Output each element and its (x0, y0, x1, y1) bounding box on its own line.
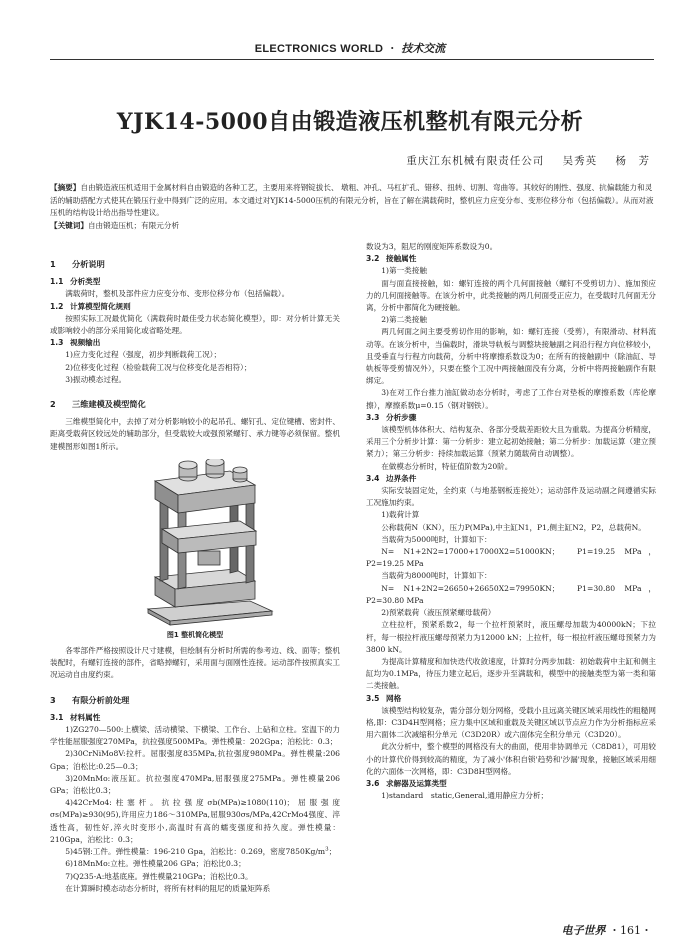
paragraph: 1)载荷计算 (381, 510, 420, 520)
paragraph: 1)standard static,General,通用静应力分析； (381, 791, 549, 801)
paragraph: 2)预紧载荷（液压预紧螺母载荷） (381, 608, 496, 618)
formula: N= N1+2N2=26650+26650X2=79950KN； P1=30.80 MPa，P2=30.80 MPa (366, 583, 656, 605)
paragraph: 2)第二类接触 (381, 315, 427, 325)
subsection-heading: 3.5 网格 (366, 693, 402, 703)
keywords-label: 【关键词】 (50, 220, 88, 230)
subsection-heading: 3.6 求解器及运算类型 (366, 778, 447, 788)
paragraph: 在计算瞬时模态动态分析时，将所有材料的阻尼的质量矩阵系 (65, 883, 271, 893)
abstract-text: 自由锻造液压机适用于金属材料自由锻造的各种工艺，主要用来将钢锭拔长、 墩粗、冲孔、马杠扩孔、错移、扭转、切割、弯曲等。其较好的刚性、强度、抗偏载能力和灵活的辅助搭配方式使其在锻压行业中得到广泛的应用。本文通过对YJK14-5000压机的有限元分析，旨在了解在满载荷时，整机应力应变分布、变形位移分布（包括偏载）。从而对液压机的结构设计给出指导性建议。 (50, 183, 654, 218)
paragraph: 在做模态分析时，特征值阶数为20阶。 (381, 461, 513, 471)
abstract (50, 182, 654, 232)
page-number: ・161・ (609, 924, 652, 937)
subsection-heading: 1.1 分析类型 (50, 277, 101, 287)
paragraph: 2)30CrNiMo8V:拉杆。屈服强度835MPa,抗拉强度980MPa。弹性模量:206 Gpa；泊松比:0.25—0.3； (50, 749, 340, 771)
paragraph: 3)振动模态过程。 (65, 374, 127, 384)
figure-press-model (50, 459, 340, 627)
subsection-heading: 1.3 视频输出 (50, 338, 101, 348)
paragraph: 实际安装固定处，全约束（与地基钢板连接处）；运动部件及运动副之间遵循实际工况施加约束。 (366, 486, 656, 508)
paragraph: 该模型机体体积大、结构复杂、各部分受载差距较大且为重载。为提高分析精度，采用三个分析步计算：第一分析步：建立起初始接触；第二分析步：加载运算（建立预紧力）；第三分析步：持续加载运算（预紧力随载荷自动调整）。 (366, 425, 656, 459)
paper-title: YJK14-5000自由锻造液压机整机有限元分析 (116, 109, 584, 135)
paragraph: 6)18MnMo:立柱。弹性模量206 GPa；泊松比0.3； (65, 859, 246, 869)
header-dot: ・ (386, 42, 398, 55)
paragraph: 2)位移变化过程（检验载荷工况与位移变化是否相符）； (65, 362, 252, 372)
section-heading: 2 三维建模及模型简化 (50, 399, 146, 410)
paragraph: 3)20MnMo:液压缸。抗拉强度470MPa,屈服强度275MPa。弹性模量206 GPa；泊松比0.3； (50, 773, 340, 796)
subsection-heading: 3.3 分析步骤 (366, 412, 417, 422)
page-footer (562, 922, 653, 938)
author-1: 吴秀英 (562, 155, 598, 167)
paragraph: 此次分析中，整个模型的网格没有大的曲面，使用非协调单元（C8D81），可用较小的计算代价得到较高的精度，为了减小'体积自锁'趋势和'沙漏'现象，接触区域采用细化的六面体一次网格，即：C3D8H型网格。 (366, 742, 656, 776)
paragraph: 按照实际工况最优简化（满载荷时最佳受力状态简化模型），即：对分析计算无关或影响较小的部分采用简化或省略处理。 (50, 313, 340, 336)
paragraph: 1)应力变化过程（强度，初步判断载荷工况）； (65, 350, 222, 360)
paragraph: 两几何面之间主要受剪切作用的影响，如：螺钉连接（受剪），有限滑动、材料流动等。在该分析中，当偏载时，滑块导轨板与调整块接触副之间沿行程方向位移较小，且受垂直与行程方向载荷，分析中将摩擦系数设为0；在所有的接触副中（除油缸、导轨板等受剪情况外），只要在整个工况中两接触面没有分离，分析中将两接触副作有限绑定。 (366, 327, 656, 386)
abstract-label: 【摘要】 (50, 183, 81, 192)
paragraph: 7)Q235-A:地基底座。弹性模量210GPa；泊松比0.3。 (65, 871, 253, 881)
paragraph: 该模型结构较复杂，需分部分划分网格，受载小且远离关键区域采用线性的粗糙网格,即：C3D4H型网格；应力集中区域和重载及关键区域以节点应力作为分析指标应采用六面体二次减缩积分单元（C3D20R）或六面体完全积分单元（C3D20）。 (366, 705, 656, 740)
journal-name: ELECTRONICS WORLD (254, 43, 384, 55)
author-2: 杨 芳 (615, 155, 650, 167)
figure-caption: 图1 整机简化模型 (166, 630, 224, 639)
paragraph: 公称载荷N（KN），压力P(MPa),中主缸N1，P1,侧主缸N2，P2，总载荷N。 (381, 522, 646, 532)
paragraph: 立柱拉杆，预紧系数2，每一个拉杆预紧时，液压螺母加载为40000kN；下拉杆，每一根拉杆液压螺母预紧力为12000 kN；上拉杆，每一根拉杆液压螺母预紧力为3800 kN。 (366, 620, 656, 654)
subsection-heading: 3.2 接触属性 (366, 254, 417, 264)
press-model-illustration (50, 459, 340, 627)
paragraph: 5)45钢:工件。弹性模量：196-210 Gpa，泊松比：0.269，密度$7850Kg/m^3$； (65, 846, 337, 857)
header-rule (50, 59, 654, 60)
right-column (366, 241, 656, 802)
formula: N= N1+2N2=17000+17000X2=51000KN； P1=19.25 MPa，P2=19.25 MPa (366, 547, 656, 569)
paragraph: 为提高计算精度和加快迭代收敛速度，计算时分两步加载：初始载荷中主缸和侧主缸均为0.1MPa，待压力建立起后，逐步升至满载和，模型中的接触类型为第一类和第二类接触。 (366, 656, 656, 691)
section-heading: 3 有限分析前处理 (50, 694, 130, 705)
subsection-heading: 3.4 边界条件 (366, 473, 417, 483)
paragraph: 三维模型简化中，去掉了对分析影响较小的起吊孔、螺钉孔、定位键槽、密封件、距离受载荷区较远处的辅助部分，但受载较大或强预紧螺钉、承力键等必须保留。整机建模图形如图1所示。 (50, 417, 340, 451)
journal-header (0, 40, 700, 56)
paragraph: 数设为3，阻尼的刚度矩阵系数设为0。 (366, 242, 498, 251)
left-column (50, 246, 340, 895)
paragraph: 当载荷为5000吨时，计算如下： (381, 534, 492, 544)
keywords-text: 自由锻造压机；有限元分析 (87, 220, 180, 230)
footer-brand: 电子世界 (561, 924, 606, 937)
subsection-heading: 3.1 材料属性 (50, 712, 101, 722)
column-name: 技术交流 (401, 42, 446, 55)
section-heading: 1 分析说明 (50, 259, 105, 269)
paragraph: 各零部件严格按照设计尺寸建模，但绘制有分析时所需的参考边、线、面等；整机装配时，有螺钉连接的部件，省略掉螺钉，采用面与面刚性连接。运动部件按照真实工况运动自由度约束。 (50, 646, 340, 680)
paragraph: 满载荷时，整机及部件应力应变分布、变形位移分布（包括偏载）。 (65, 289, 290, 299)
organization: 重庆江东机械有限责任公司 (406, 155, 545, 167)
paragraph: 1)第一类接触 (381, 266, 427, 276)
author-line (392, 153, 650, 168)
subsection-heading: 1.2 计算模型简化规则 (50, 301, 131, 311)
paragraph: 4)42CrMo4:柱塞杆。抗拉强度σb(MPa)≥1080(110)；屈服强度σs(MPa)≥930(95),许用应力186～310MPa,屈服930σs/MPa,42CrMo4强度、淬透性高，韧性好,淬火时变形小,高温时有高的蠕变强度和持久度。弹性模量：210Gpa，泊松比：0.3； (50, 798, 340, 844)
paragraph: 3)在对工作台推力油缸做动态分析时，考虑了工作台对垫板的摩擦系数（库伦摩擦），摩擦系数μ=0.15（钢对钢铁）。 (366, 388, 656, 410)
paragraph: 当载荷为8000吨时，计算如下： (381, 571, 492, 581)
paragraph: 面与面直接接触，如：螺钉连接的两个几何面接触（螺钉不受剪切力）、施加预应力的几何面接触等。在该分析中，此类接触的两几何面受正应力，在受载时几何面无分离，分析中都简化为硬接触。 (366, 278, 656, 313)
paragraph: 1)ZG270—500:上横梁、活动横梁、下横梁、工作台、上砧和立柱。室温下的力学性能屈服强度270MPa，抗拉强度500MPa。弹性模量：202Gpa；泊松比：0.3； (50, 725, 340, 747)
